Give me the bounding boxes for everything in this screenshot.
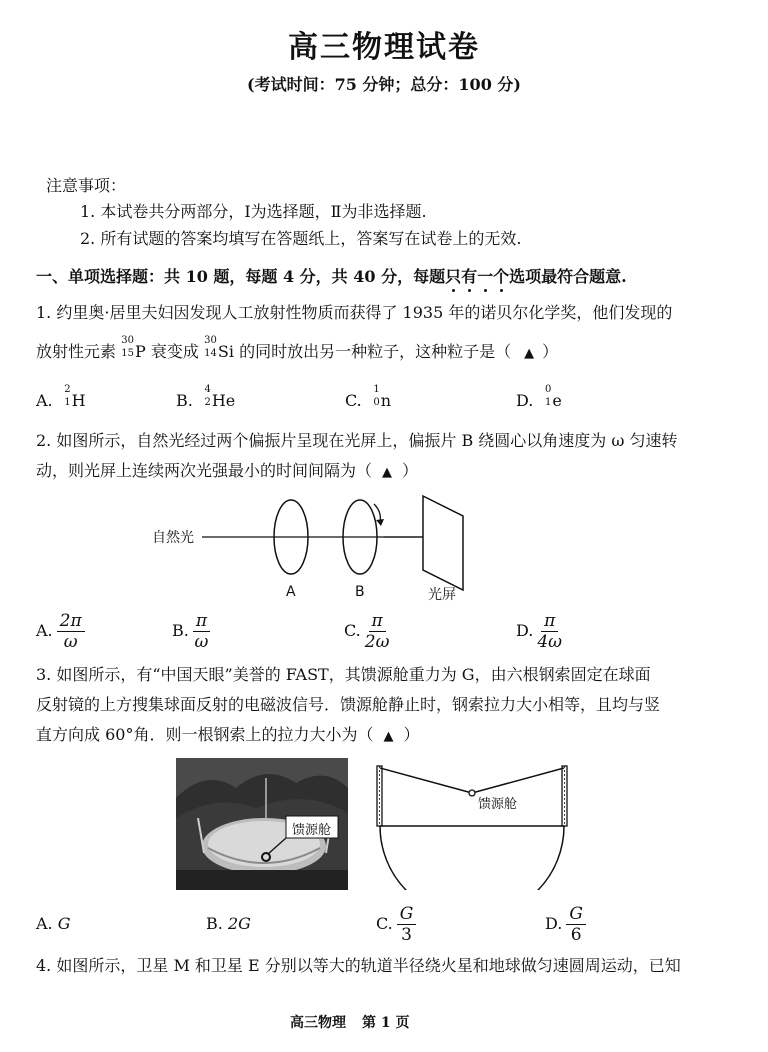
q2-option-d[interactable]: D. $\frac{\pi}{4\omega}$ xyxy=(516,611,563,652)
q1-option-a[interactable]: A. 2 1 H xyxy=(36,384,86,410)
q3-option-d[interactable]: D. $\frac{G}{6}$ xyxy=(545,904,586,945)
diagram-feed-cabin-label: 馈源舱 xyxy=(478,797,518,812)
polarizer-a-label: A xyxy=(286,584,296,600)
q2-option-c[interactable]: C. $\frac{\pi}{2\omega}$ xyxy=(344,611,390,652)
answer-blank-mark: ▲ xyxy=(524,346,535,361)
emphasis-char: 只 xyxy=(445,267,462,286)
q2-option-b[interactable]: B. $\frac{\pi}{\omega}$ xyxy=(172,611,209,652)
q1-line2 xyxy=(36,335,559,365)
q1-option-c[interactable]: C. 1 0 n xyxy=(345,384,392,410)
notice-item-2: 2. 所有试题的答案均填写在答题纸上，答案写在试卷上的无效. xyxy=(80,229,522,248)
rotation-arrowhead xyxy=(376,519,384,526)
element-symbol: Si xyxy=(217,342,234,361)
page-title: 高三物理试卷 xyxy=(288,30,480,65)
section-heading-text: 一、单项选择题：共 10 题，每题 4 分，共 40 分，每题 xyxy=(36,267,446,286)
answer-blank-mark: ▲ xyxy=(383,729,394,744)
q1-line1: 1. 约里奥·居里夫妇因发现人工放射性物质而获得了 1935 年的诺贝尔化学奖，他们发现的 xyxy=(36,303,673,322)
q3-line2: 反射镜的上方搜集球面反射的电磁波信号．馈源舱静止时，钢索拉力大小相等，且均与竖 xyxy=(36,695,661,714)
q1-option-d[interactable]: D. 0 1 e xyxy=(516,384,562,410)
element-symbol: P xyxy=(135,342,146,361)
emphasis-char: 个 xyxy=(493,267,510,286)
q1-text: ） xyxy=(542,342,559,361)
q2-line2: 动，则光屏上连续两次光强最小的时间间隔为（ ▲ ） xyxy=(36,461,419,480)
q1-option-b[interactable]: B. 4 2 He xyxy=(176,384,236,410)
emphasis-char: 一 xyxy=(477,267,494,286)
q3-option-b[interactable]: B. 2G xyxy=(206,914,251,933)
q4-line1: 4. 如图所示，卫星 M 和卫星 E 分别以等大的轨道半径绕火星和地球做匀速圆周运动，已知 xyxy=(36,956,681,975)
answer-blank-mark: ▲ xyxy=(382,465,393,480)
emphasis-char: 有 xyxy=(461,267,478,286)
photo-feed-cabin-label: 馈源舱 xyxy=(292,823,332,838)
section-heading-text: 选项最符合题意. xyxy=(509,267,627,286)
section-heading xyxy=(36,266,627,288)
notice-item-1: 1. 本试卷共分两部分，Ⅰ为选择题，Ⅱ为非选择题. xyxy=(80,202,427,221)
q2-line1: 2. 如图所示，自然光经过两个偏振片呈现在光屏上，偏振片 B 绕圆心以角速度为 ω 匀速转 xyxy=(36,431,678,450)
q1-text: 衰变成 xyxy=(150,342,199,361)
notice-heading: 注意事项： xyxy=(46,176,127,195)
q2-option-a[interactable]: A. $\frac{2\pi}{\omega}$ xyxy=(36,611,85,652)
q3-line3: 直方向成 60°角．则一根钢索上的拉力大小为（ ▲ ） xyxy=(36,725,420,744)
q3-option-a[interactable]: A. G xyxy=(36,914,71,933)
exam-info: (考试时间：75 分钟；总分：100 分) xyxy=(247,75,521,94)
footer-subject: 高三物理 xyxy=(290,1015,346,1031)
footer-page: 第 1 页 xyxy=(362,1015,410,1031)
q1-text: 的同时放出另一种粒子，这种粒子是（ xyxy=(239,342,512,361)
q3-line1: 3. 如图所示，有“中国天眼”美誉的 FAST，其馈源舱重力为 G，由六根钢索固定在球面 xyxy=(36,665,651,684)
q3-option-c[interactable]: C. $\frac{G}{3}$ xyxy=(376,904,416,945)
natural-light-label: 自然光 xyxy=(152,530,194,546)
q1-text: 放射性元素 xyxy=(36,342,117,361)
light-screen xyxy=(423,496,463,590)
cable-diagram xyxy=(372,760,572,890)
screen-label: 光屏 xyxy=(428,587,456,603)
polarizer-b-label: B xyxy=(355,584,365,600)
nuclide-p: 30 15 xyxy=(121,335,135,359)
nuclide-si: 30 14 xyxy=(204,335,217,359)
